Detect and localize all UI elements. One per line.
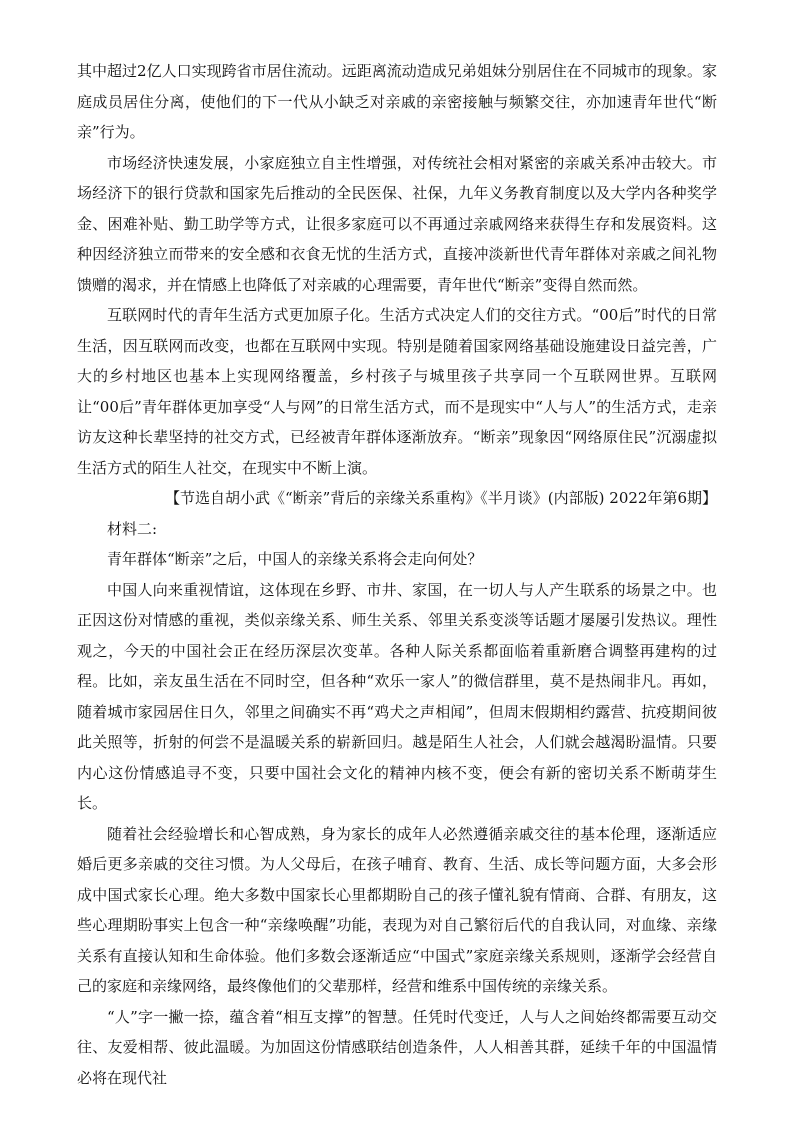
document-page [77,56,717,1093]
paragraph-1: 其中超过2亿人口实现跨省市居住流动。远距离流动造成兄弟姐妹分别居住在不同城市的现象。家庭成员居住分离，使他们的下一代从小缺乏对亲戚的亲密接触与频繁交往，亦加速青年世代“断亲”行为。 [77,62,717,141]
paragraph-5: 中国人向来重视情谊，这体现在乡野、市井、家国，在一切人与人产生联系的场景之中。也正因这份对情感的重视，类似亲缘关系、师生关系、邻里关系变淡等话题才屡屡引发热议。理性观之，今天的中国社会正在经历深层次变革。各种人际关系都面临着重新磨合调整再建构的过程。比如，亲友虽生活在不同时空，但各种“欢乐一家人”的微信群里，莫不是热闹非凡。再如，随着城市家园居住日久，邻里之间确实不再“鸡犬之声相闻”，但周末假期相约露营、抗疫期间彼此关照等，折射的何尝不是温暖关系的崭新回归。越是陌生人社会，人们就会越渴盼温情。只要内心这份情感追寻不变，只要中国社会文化的精神内核不变，便会有新的密切关系不断萌芽生长。 [77,580,717,812]
paragraph-question: 青年群体“断亲”之后，中国人的亲缘关系将会走向何处？ [107,550,483,568]
paragraph-3: 互联网时代的青年生活方式更加原子化。生活方式决定人们的交往方式。“00后”时代的日常生活，因互联网而改变，也都在互联网中实现。特别是随着国家网络基础设施建设日益完善，广大的乡村地区也基本上实现网络覆盖，乡村孩子与城里孩子共享同一个互联网世界。互联网让“00后”青年群体更加享受“人与网”的日常生活方式，而不是现实中“人与人”的生活方式，走亲访友这种长辈坚持的社交方式，已经被青年群体逐渐放弃。“断亲”现象因“网络原住民”沉溺虚拟生活方式的陌生人社交，在现实中不断上演。 [77,306,717,477]
source-citation: 【节选自胡小武《“断亲”背后的亲缘关系重构》《半月谈》(内部版) 2022年第6期】 [164,489,717,507]
paragraph-7: “人”字一撇一捺，蕴含着“相互支撑”的智慧。任凭时代变迁，人与人之间始终都需要互动交往、友爱相帮、彼此温暖。为加固这份情感联结创造条件，人人相善其群，延续千年的中国温情必将在现代社 [77,1007,717,1087]
material-two-heading: 材料二: [107,519,158,538]
paragraph-6: 随着社会经验增长和心智成熟，身为家长的成年人必然遵循亲戚交往的基本伦理，逐渐适应婚后更多亲戚的交往习惯。为人父母后，在孩子哺育、教育、生活、成长等问题方面，大多会形成中国式家长心理。绝大多数中国家长心里都期盼自己的孩子懂礼貌有情商、合群、有朋友，这些心理期盼事实上包含一种“亲缘唤醒”功能，表现为对自己繁衍后代的自我认同，对血缘、亲缘关系有直接认知和生命体验。他们多数会逐渐适应“中国式”家庭亲缘关系规则，逐渐学会经营自己的家庭和亲缘网络，最终像他们的父辈那样，经营和维系中国传统的亲缘关系。 [77,824,717,995]
paragraph-2: 市场经济快速发展，小家庭独立自主性增强，对传统社会相对紧密的亲戚关系冲击较大。市场经济下的银行贷款和国家先后推动的全民医保、社保，九年义务教育制度以及大学内各种奖学金、困难补贴、勤工助学等方式，让很多家庭可以不再通过亲戚网络来获得生存和发展资料。这种因经济独立而带来的安全感和衣食无忧的生活方式，直接冲淡新世代青年群体对亲戚之间礼物馈赠的渴求，并在情感上也降低了对亲戚的心理需要，青年世代“断亲”变得自然而然。 [77,153,717,294]
